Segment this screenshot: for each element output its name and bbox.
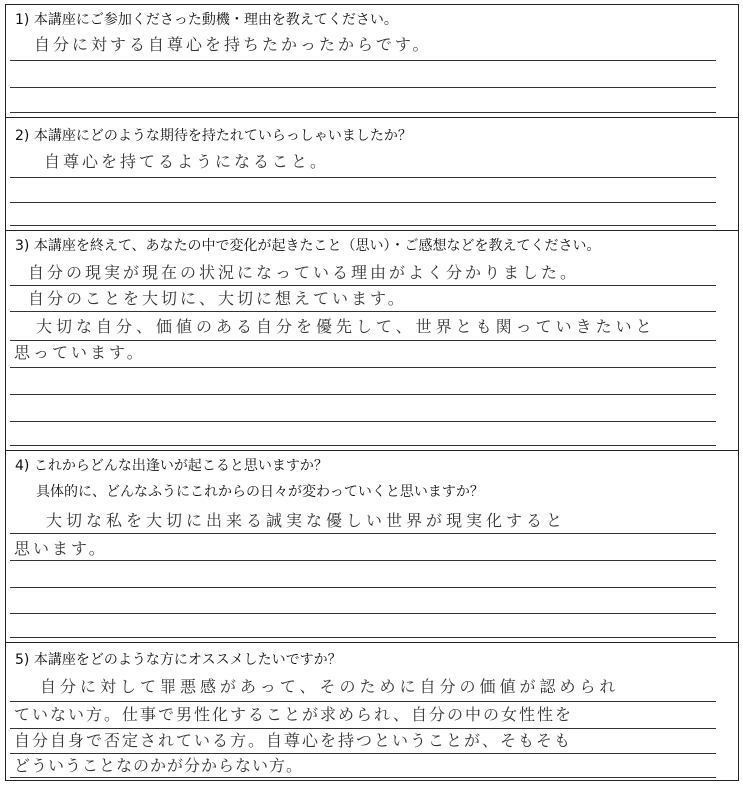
answer-2-line-1: 自尊心を持てるようになること。 [44,152,330,171]
answer-3-line-2: 自分のことを大切に、大切に想えています。 [28,289,407,308]
survey-form [5,4,739,781]
answer-rule [10,311,716,312]
answer-rule [10,445,716,446]
answer-rule [10,637,716,638]
answer-rule [10,60,716,61]
answer-rule [10,753,716,754]
answer-rule [10,340,716,341]
question-section-4 [6,451,738,643]
answer-4-line-2: 思います。 [14,539,108,558]
question-4-subtext: 具体的に、どんなふうにこれからの日々が変わっていくと思いますか？ [36,484,484,500]
answer-rule [10,701,716,702]
answer-4-line-1: 大切な私を大切に出来る誠実な優しい世界が現実化すると [46,511,567,530]
answer-5-line-4: どういうことなのかが分からない方。 [14,756,304,775]
answer-rule [10,87,716,88]
question-5-text: 5) 本講座をどのような方にオススメしたいですか？ [15,652,342,668]
question-section-1 [6,5,738,118]
answer-rule [10,421,716,422]
question-section-2 [6,118,738,231]
answer-rule [10,177,716,178]
answer-5-line-2: ていない方。仕事で男性化することが求められ、自分の中の女性性を [14,705,573,724]
question-4-text: 4) これからどんな出逢いが起こると思いますか？ [15,458,328,474]
answer-rule [10,394,716,395]
question-3-text: 3) 本講座を終えて、あなたの中で変化が起きたこと（思い）・ご感想などを教えてください。 [15,238,601,254]
answer-rule [10,560,716,561]
answer-1-line-1: 自分に対する自尊心を持ちたかったからです。 [34,35,432,54]
answer-3-line-1: 自分の現実が現在の状況になっている理由がよく分かりました。 [28,263,580,282]
answer-rule [10,285,716,286]
answer-rule [10,728,716,729]
answer-rule [10,112,716,113]
answer-rule [10,533,716,534]
answer-rule [10,777,716,778]
answer-rule [10,202,716,203]
question-section-3 [6,231,738,451]
question-1-text: 1) 本講座にご参加くださった動機・理由を教えてください。 [15,12,398,28]
question-section-5 [6,643,738,782]
answer-rule [10,225,716,226]
question-2-text: 2) 本講座にどのような期待を持たれていらっしゃいましたか？ [15,128,412,144]
answer-5-line-3: 自分自身で否定されている方。自尊心を持つということが、そもそも [14,731,573,750]
answer-5-line-1: 自分に対して罪悪感があって、そのために自分の価値が認められ [40,677,620,696]
answer-rule [10,587,716,588]
answer-3-line-3: 大切な自分、価値のある自分を優先して、世界とも関っていきたいと [36,317,656,336]
answer-rule [10,613,716,614]
answer-rule [10,367,716,368]
answer-3-line-4: 思っています。 [14,343,146,362]
